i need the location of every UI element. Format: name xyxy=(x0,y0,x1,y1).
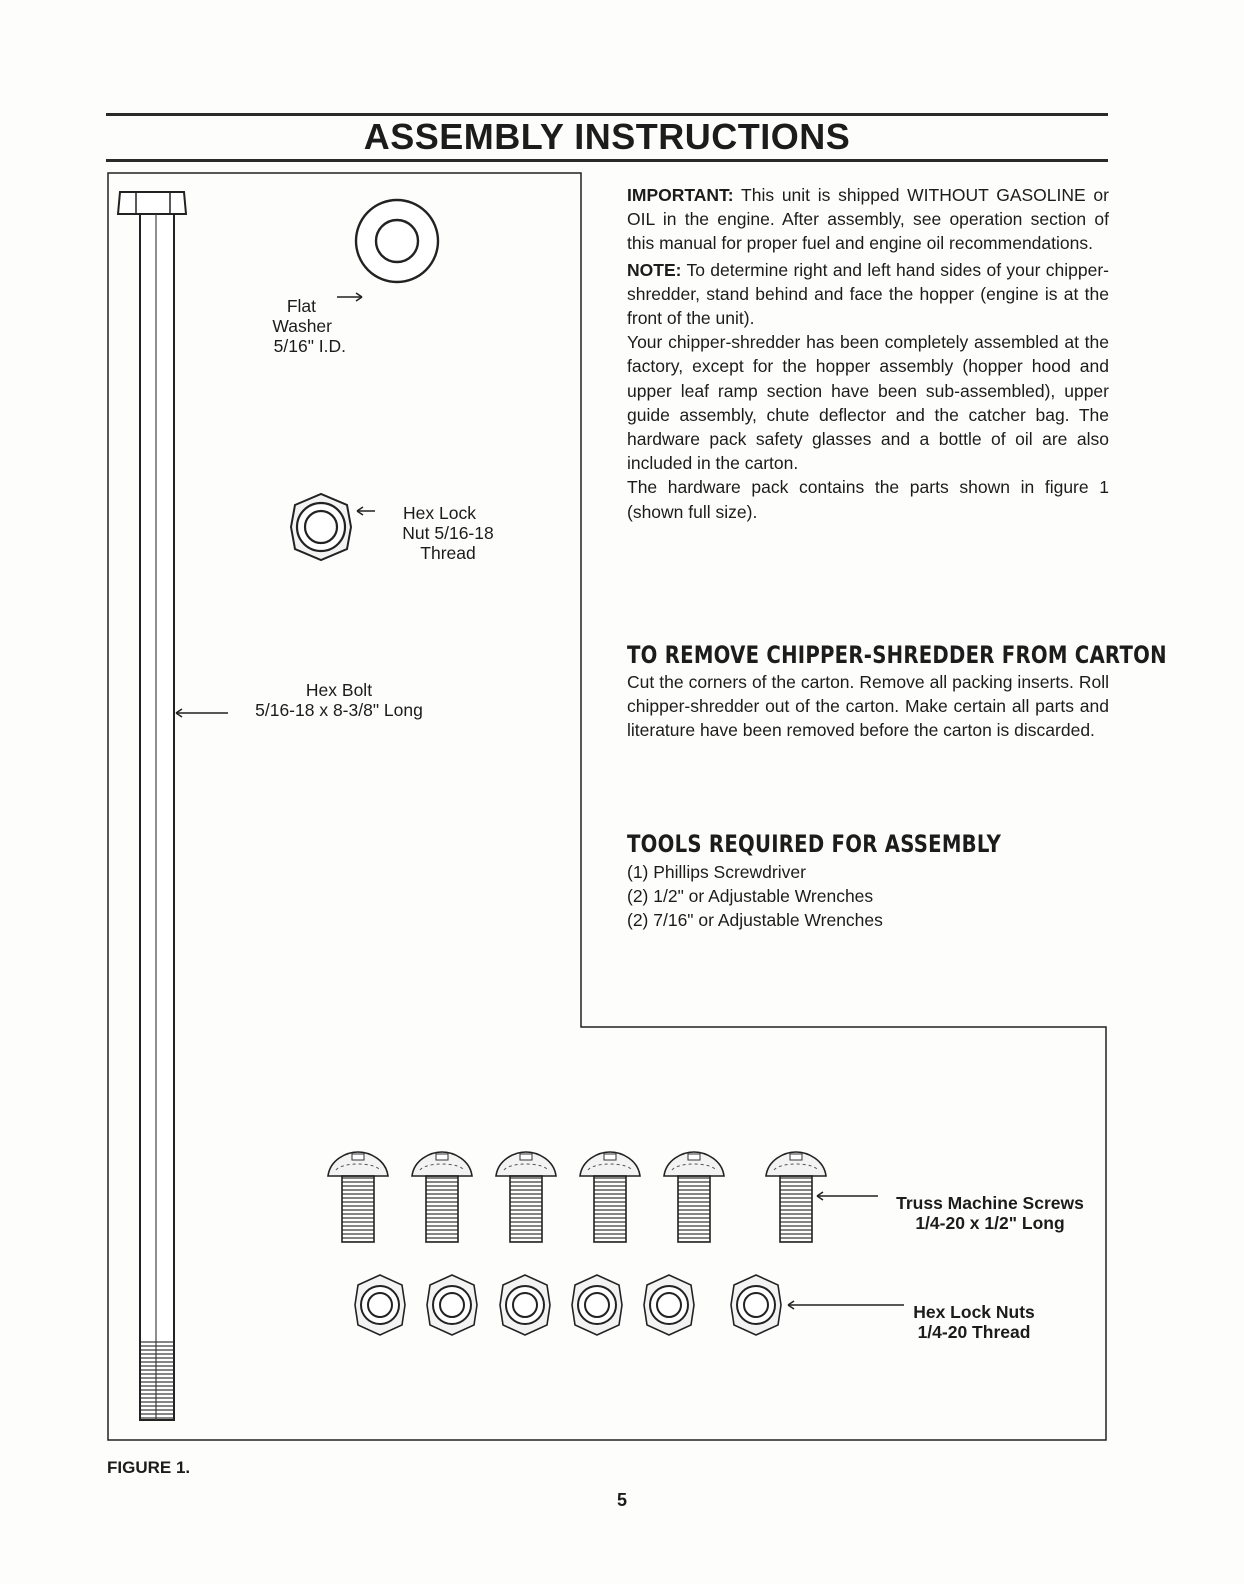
flat-washer-label xyxy=(236,296,346,356)
important-paragraph xyxy=(627,183,1109,256)
flat-washer-label-line1: Flat xyxy=(286,296,316,316)
truss-screws-label xyxy=(880,1193,1100,1233)
tools-list-item: (2) 7/16" or Adjustable Wrenches xyxy=(627,910,883,931)
remove-carton-text: Cut the corners of the carton. Remove all packing inserts. Roll chipper-shredder out of the carton. Make certain all parts and literature have been removed before the carton is discarded. xyxy=(627,672,1109,741)
flat-washer-drawing xyxy=(337,200,438,301)
truss-machine-screws-drawing xyxy=(328,1152,878,1242)
remove-carton-heading: TO REMOVE CHIPPER-SHREDDER FROM CARTON xyxy=(627,641,1167,669)
page-number: 5 xyxy=(616,1490,627,1510)
truss-screws-label-line1: Truss Machine Screws xyxy=(896,1193,1084,1213)
hex-bolt-label xyxy=(226,680,452,720)
intro-text xyxy=(627,183,1109,524)
truss-screws-label-line2: 1/4-20 x 1/2" Long xyxy=(915,1213,1065,1233)
hex-lock-nut-label-line2: Nut 5/16-18 xyxy=(402,523,494,543)
hex-lock-nuts-drawing xyxy=(355,1275,904,1335)
important-label: IMPORTANT: xyxy=(627,185,734,205)
hex-bolt-label-line1: Hex Bolt xyxy=(305,680,373,700)
hex-lock-nut-label xyxy=(388,503,508,563)
tools-list-item: (1) Phillips Screwdriver xyxy=(627,862,806,882)
note-label: NOTE: xyxy=(627,259,682,280)
hex-bolt-drawing xyxy=(118,192,186,1420)
figure-caption: FIGURE 1. xyxy=(107,1458,191,1477)
note-paragraph xyxy=(627,258,1109,331)
hex-lock-nut-label-line1: Hex Lock xyxy=(403,503,476,523)
hex-lock-nut-label-line3: Thread xyxy=(420,543,476,563)
important-text: This unit is shipped WITHOUT GASOLINE or OIL in the engine. After assembly, see operation section of this manual for proper fuel and engine oil recommendations. xyxy=(627,185,1109,254)
hex-lock-nuts-label-line2: 1/4-20 Thread xyxy=(917,1322,1031,1342)
hardware-paragraph: The hardware pack contains the parts shown in figure 1 (shown full size). xyxy=(627,477,1109,522)
hex-lock-nuts-label xyxy=(900,1302,1048,1342)
hex-lock-nuts-label-line1: Hex Lock Nuts xyxy=(913,1302,1035,1322)
hex-bolt-label-line2: 5/16-18 x 8-3/8" Long xyxy=(255,700,423,720)
tools-required-heading: TOOLS REQUIRED FOR ASSEMBLY xyxy=(627,830,1002,858)
hex-lock-nut-drawing xyxy=(291,494,375,560)
title-rule-bottom xyxy=(106,159,1108,162)
flat-washer-label-line2: Washer xyxy=(272,316,332,336)
flat-washer-label-line3: 5/16" I.D. xyxy=(273,336,346,356)
assembly-paragraph: Your chipper-shredder has been completely assembled at the factory, except for the hopper assembly (hopper hood and upper leaf ramp section have been sub-assembled), upper guide assembly, chute deflector and the catcher bag. The hardware pack safety glasses and a bottle of oil are also included in the carton. xyxy=(627,332,1109,474)
note-text: To determine right and left hand sides of your chipper-shredder, stand behind and face the hopper (engine is at the front of the unit). xyxy=(627,259,1110,329)
tools-list xyxy=(627,860,883,933)
tools-list-item: (2) 1/2" or Adjustable Wrenches xyxy=(627,886,874,907)
page-title: ASSEMBLY INSTRUCTIONS xyxy=(363,116,851,157)
